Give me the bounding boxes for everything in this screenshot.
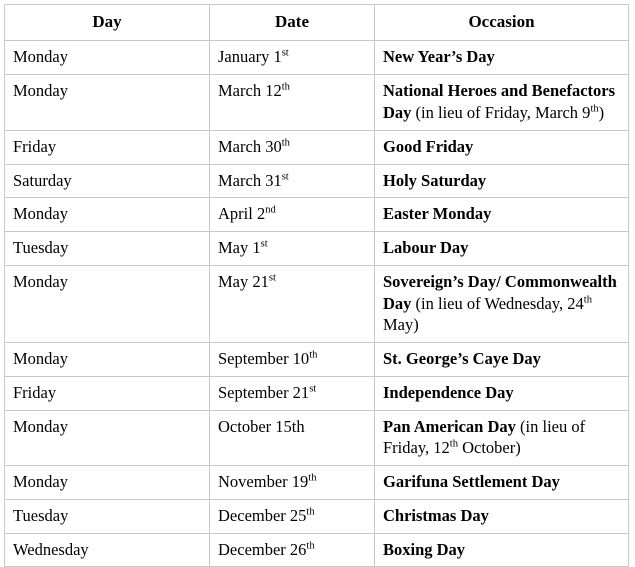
cell-occasion xyxy=(375,164,629,198)
table-row xyxy=(5,41,629,75)
occasion-name: Independence Day xyxy=(383,382,514,402)
table-row xyxy=(5,265,629,342)
date-ordinal-suffix: st xyxy=(268,272,276,284)
date-ordinal-suffix: st xyxy=(309,383,317,395)
table-row xyxy=(5,499,629,533)
occasion-name: Holy Saturday xyxy=(383,170,487,190)
cell-date: September 21st xyxy=(210,376,375,410)
table-row xyxy=(5,130,629,164)
cell-occasion xyxy=(375,466,629,500)
table-body xyxy=(5,41,629,567)
cell-day: Friday xyxy=(5,130,210,164)
occasion-name: Pan American Day xyxy=(383,416,516,436)
table-row xyxy=(5,232,629,266)
cell-occasion xyxy=(375,130,629,164)
cell-date: December 25th xyxy=(210,499,375,533)
table-row xyxy=(5,198,629,232)
cell-day: Monday xyxy=(5,410,210,466)
cell-day: Tuesday xyxy=(5,499,210,533)
cell-date: November 19th xyxy=(210,466,375,500)
cell-day: Wednesday xyxy=(5,533,210,567)
occasion-name: Garifuna Settlement Day xyxy=(383,472,560,492)
occasion-name: Christmas Day xyxy=(383,505,489,525)
cell-occasion xyxy=(375,533,629,567)
cell-date: March 12th xyxy=(210,75,375,131)
cell-day: Saturday xyxy=(5,164,210,198)
occasion-name: National Heroes and Benefactors Day xyxy=(383,81,616,122)
cell-occasion xyxy=(375,75,629,131)
cell-day: Monday xyxy=(5,466,210,500)
occasion-name: Labour Day xyxy=(383,238,469,258)
cell-date: October 15th xyxy=(210,410,375,466)
date-ordinal-suffix: nd xyxy=(265,204,276,216)
occasion-note: (in lieu of Friday, March 9th) xyxy=(411,102,605,122)
table-row xyxy=(5,164,629,198)
note-ordinal-suffix: th xyxy=(590,103,599,115)
date-ordinal-suffix: st xyxy=(260,238,268,250)
occasion-name: Boxing Day xyxy=(383,539,466,559)
cell-date: January 1st xyxy=(210,41,375,75)
column-header-date: Date xyxy=(210,5,375,41)
table-row xyxy=(5,343,629,377)
table-row xyxy=(5,75,629,131)
occasion-name: Sovereign’s Day/ Commonwealth Day xyxy=(383,271,617,313)
table-header-row xyxy=(5,5,629,41)
date-ordinal-suffix: st xyxy=(281,171,289,182)
column-header-occasion: Occasion xyxy=(375,5,629,41)
table-row xyxy=(5,376,629,410)
cell-occasion xyxy=(375,410,629,466)
table-header xyxy=(5,5,629,41)
cell-day: Tuesday xyxy=(5,232,210,266)
date-ordinal-suffix: th xyxy=(281,137,290,149)
cell-day: Monday xyxy=(5,198,210,232)
cell-date: April 2nd xyxy=(210,198,375,232)
occasion-name: St. George’s Caye Day xyxy=(383,349,541,369)
date-ordinal-suffix: th xyxy=(309,349,318,361)
cell-occasion xyxy=(375,499,629,533)
public-holidays-table xyxy=(4,4,629,567)
cell-day: Friday xyxy=(5,376,210,410)
cell-date: May 21st xyxy=(210,265,375,342)
date-ordinal-suffix: th xyxy=(306,540,315,552)
occasion-note: (in lieu of Wednesday, 24th May) xyxy=(383,293,592,335)
cell-occasion xyxy=(375,41,629,75)
date-ordinal-suffix: st xyxy=(281,47,289,59)
table-row xyxy=(5,533,629,567)
cell-day: Monday xyxy=(5,343,210,377)
cell-date: September 10th xyxy=(210,343,375,377)
date-ordinal-suffix: th xyxy=(306,506,315,518)
holiday-table-container xyxy=(4,4,628,567)
cell-date: May 1st xyxy=(210,232,375,266)
note-ordinal-suffix: th xyxy=(449,438,458,450)
occasion-name: New Year’s Day xyxy=(383,47,495,67)
cell-day: Monday xyxy=(5,265,210,342)
cell-date: March 30th xyxy=(210,130,375,164)
date-ordinal-suffix: th xyxy=(308,472,317,484)
cell-day: Monday xyxy=(5,41,210,75)
column-header-day: Day xyxy=(5,5,210,41)
occasion-note: (in lieu of Friday, 12th October) xyxy=(383,416,586,458)
cell-occasion xyxy=(375,265,629,342)
table-row xyxy=(5,410,629,466)
cell-date: March 31st xyxy=(210,164,375,198)
occasion-name: Easter Monday xyxy=(383,204,492,224)
table-row xyxy=(5,466,629,500)
cell-occasion xyxy=(375,232,629,266)
cell-occasion xyxy=(375,343,629,377)
occasion-name: Good Friday xyxy=(383,136,474,156)
cell-occasion xyxy=(375,376,629,410)
cell-day: Monday xyxy=(5,75,210,131)
date-ordinal-suffix: th xyxy=(281,81,290,93)
cell-date: December 26th xyxy=(210,533,375,567)
cell-occasion xyxy=(375,198,629,232)
note-ordinal-suffix: th xyxy=(583,294,592,306)
